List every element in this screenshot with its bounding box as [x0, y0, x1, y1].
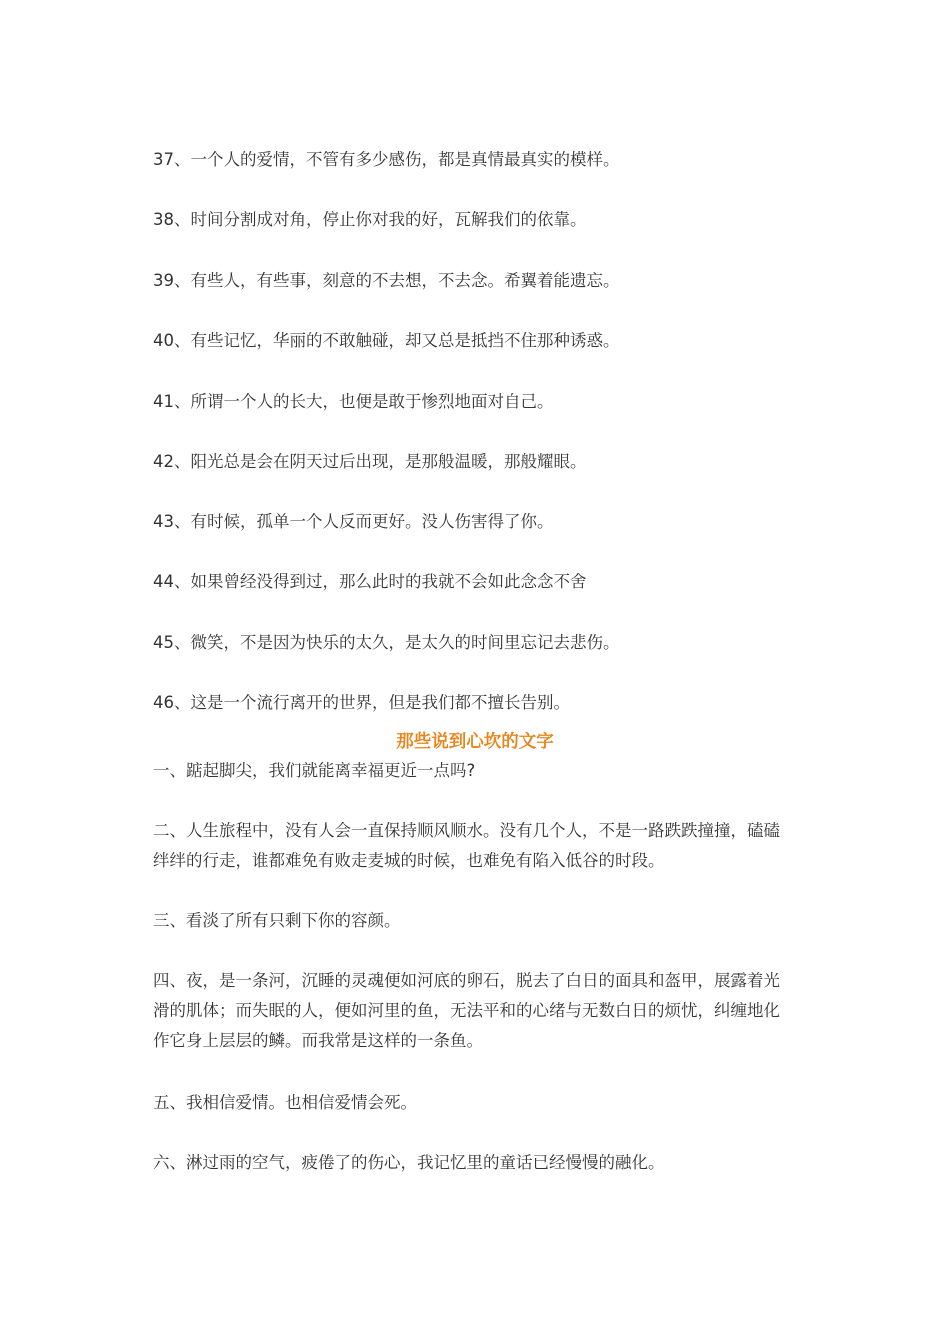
section-item-5: 五、我相信爱情。也相信爱情会死。	[153, 1093, 417, 1112]
numbered-item-37: 37、一个人的爱情，不管有多少感伤，都是真情最真实的模样。	[153, 150, 620, 169]
numbered-item-39: 39、有些人，有些事，刻意的不去想，不去念。希翼着能遗忘。	[153, 271, 620, 290]
section-item-4: 四、夜，是一条河，沉睡的灵魂便如河底的卵石，脱去了白日的面具和盔甲，展露着光滑的肌体；而失眠的人，便如河里的鱼，无法平和的心绪与无数白日的烦忧，纠缠地化作它身上层层的鳞。而我常是这样的一条鱼。	[153, 971, 780, 1050]
numbered-item-43: 43、有时候，孤单一个人反而更好。没人伤害得了你。	[153, 512, 554, 531]
numbered-item-42: 42、阳光总是会在阴天过后出现，是那般温暖，那般耀眼。	[153, 452, 587, 471]
section-item-3: 三、看淡了所有只剩下你的容颜。	[153, 911, 401, 930]
numbered-item-41: 41、所谓一个人的长大，也便是敢于惨烈地面对自己。	[153, 392, 554, 411]
section-heading: 那些说到心坎的文字	[396, 732, 554, 752]
section-item-1: 一、踮起脚尖，我们就能离幸福更近一点吗?	[153, 761, 476, 780]
section-item-2: 二、人生旅程中，没有人会一直保持顺风顺水。没有几个人，不是一路跌跌撞撞，磕磕绊绊的行走，谁都难免有败走麦城的时候，也难免有陷入低谷的时段。	[153, 821, 780, 870]
numbered-item-40: 40、有些记忆，华丽的不敢触碰，却又总是抵挡不住那种诱惑。	[153, 331, 620, 350]
numbered-item-38: 38、时间分割成对角，停止你对我的好，瓦解我们的依靠。	[153, 210, 587, 229]
numbered-item-45: 45、微笑，不是因为快乐的太久，是太久的时间里忘记去悲伤。	[153, 633, 620, 652]
numbered-item-44: 44、如果曾经没得到过，那么此时的我就不会如此念念不舍	[153, 572, 587, 591]
numbered-item-46: 46、这是一个流行离开的世界，但是我们都不擅长告别。	[153, 693, 570, 712]
section-item-6: 六、淋过雨的空气，疲倦了的伤心，我记忆里的童话已经慢慢的融化。	[153, 1153, 665, 1172]
